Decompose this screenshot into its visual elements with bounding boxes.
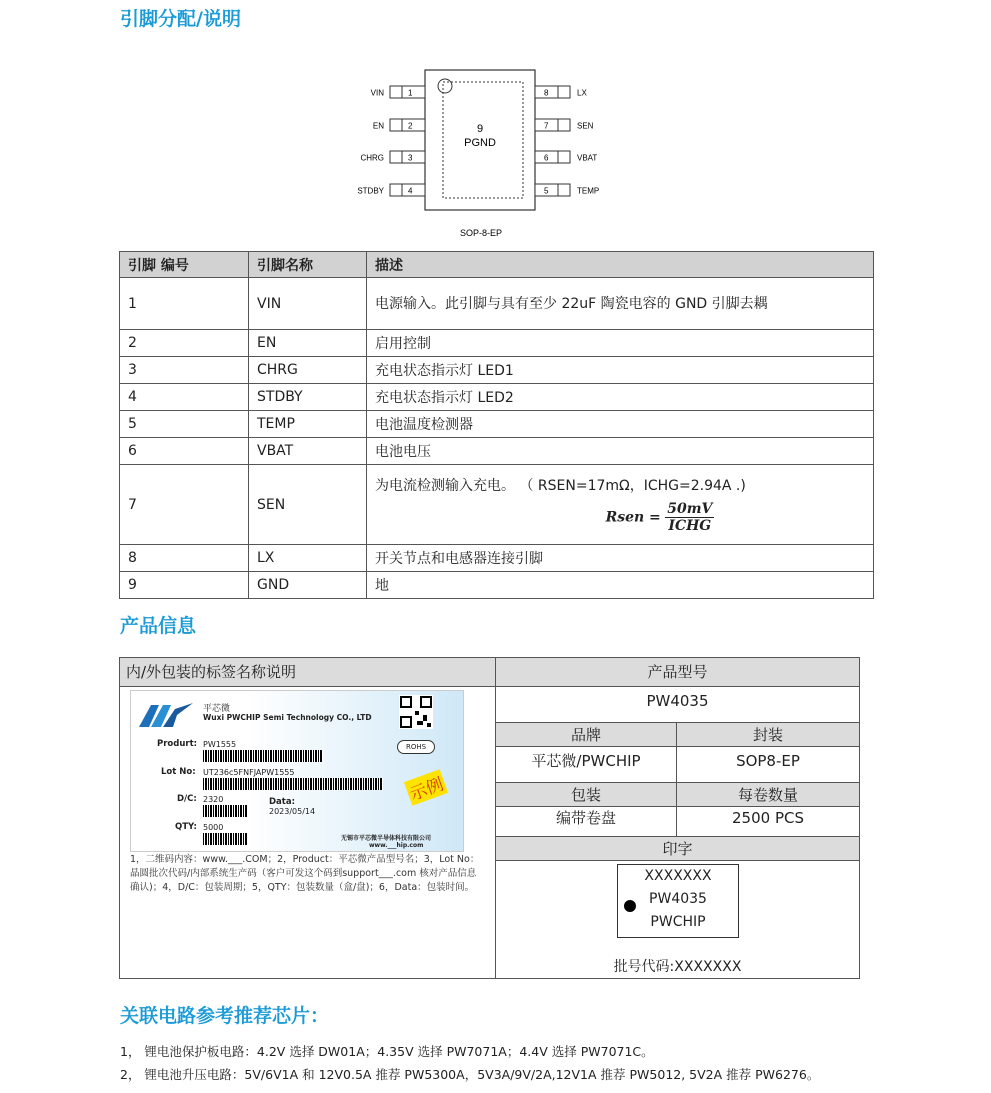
pin-number: 7: [120, 465, 249, 545]
list-item: 1， 锂电池保护板电路：4.2V 选择 DW01A；4.35V 选择 PW7071A；4.4V 选择 PW7071C。: [120, 1044, 654, 1059]
pin-number-label: 4: [408, 186, 413, 196]
pin-name-label: SEN: [577, 121, 594, 131]
dc-label: D/C:: [177, 794, 197, 804]
barcode: [203, 805, 247, 817]
pad-number: 9: [476, 123, 484, 135]
marking-line: PWCHIP: [650, 914, 706, 930]
marking-line: PW4035: [649, 891, 707, 907]
produrt-value: PW1555: [203, 740, 237, 749]
marking-box: [617, 864, 739, 938]
pin-box-right: [535, 151, 570, 163]
pin-number: 5: [120, 411, 249, 438]
pin-number: 6: [120, 438, 249, 465]
pin-box-right: [535, 119, 570, 131]
pin-description: 充电状态指示灯 LED1: [367, 357, 874, 384]
formula-numerator: 50mV: [667, 501, 713, 517]
rohs-badge: ROHS: [397, 740, 435, 754]
pin-section-title: 引脚分配/说明: [120, 8, 241, 30]
pin-number-label: 6: [544, 153, 549, 163]
header-pin-number: 引脚 编号: [120, 252, 249, 278]
pin-name: TEMP: [249, 411, 367, 438]
pin-name-label: STDBY: [357, 186, 384, 196]
product-section-title: 产品信息: [120, 615, 197, 637]
pin-description: 电池温度检测器: [367, 411, 874, 438]
pin-description: 地: [367, 572, 874, 599]
pin-name: LX: [249, 545, 367, 572]
pin-description: 电池电压: [367, 438, 874, 465]
pin-name: VBAT: [249, 438, 367, 465]
pin-name-label: VIN: [370, 88, 384, 98]
pin-description: 为电流检测输入充电。 （ RSEN=17mΩ，ICHG=2.94A .): [375, 478, 746, 494]
header-description: 描述: [367, 252, 874, 278]
pin-name: VIN: [249, 278, 367, 330]
pin-number-label: 7: [544, 121, 549, 131]
data-label: Data:: [269, 797, 295, 807]
pin-name-label: EN: [372, 121, 384, 131]
pin-name: SEN: [249, 465, 367, 545]
pin-name-label: VBAT: [577, 153, 598, 163]
pad-name: PGND: [464, 137, 496, 149]
pin-box-right: [535, 86, 570, 98]
pin-number: 3: [120, 357, 249, 384]
qty-label: QTY:: [175, 822, 197, 832]
pin-number: 2: [120, 330, 249, 357]
pin-name: STDBY: [249, 384, 367, 411]
brand-cn: 平芯微: [203, 704, 231, 714]
pin-number: 9: [120, 572, 249, 599]
qty-value: 5000: [203, 823, 224, 832]
package-caption: SOP-8-EP: [459, 228, 503, 238]
pin-number-label: 3: [408, 153, 413, 163]
pin-name-label: TEMP: [577, 186, 600, 196]
lot-value: UT236c5FNFJAPW1555: [203, 768, 295, 777]
pin-number-label: 1: [408, 88, 413, 98]
marking-line: XXXXXXX: [644, 868, 712, 884]
pin-number: 8: [120, 545, 249, 572]
stamp: 示例: [404, 769, 448, 805]
batch-code: 批号代码:XXXXXXX: [613, 959, 742, 975]
marking-header: 印字: [496, 837, 859, 861]
pin-name: GND: [249, 572, 367, 599]
qty-value: 2500 PCS: [677, 807, 859, 837]
barcode: [203, 778, 383, 790]
produrt-label: Produrt:: [157, 739, 198, 749]
company-name: 无锡市平芯微半导体科技有限公司: [341, 835, 432, 842]
pin-name-label: CHRG: [360, 153, 384, 163]
barcode: [203, 833, 247, 845]
pin-number: 4: [120, 384, 249, 411]
brand-header: 品牌: [496, 723, 677, 747]
product-info-table: [119, 657, 860, 979]
label-description-panel: [120, 658, 496, 978]
model-value: PW4035: [496, 687, 859, 723]
pin-name: CHRG: [249, 357, 367, 384]
barcode: [203, 750, 323, 762]
company-website: www.___hip.com: [369, 842, 424, 849]
pin-name-label: LX: [577, 88, 587, 98]
pin-description: 电源输入。此引脚与具有至少 22uF 陶瓷电容的 GND 引脚去耦: [367, 278, 874, 330]
pin1-dot-icon: [624, 900, 636, 912]
qr-code-icon: [399, 695, 433, 729]
header-pin-name: 引脚名称: [249, 252, 367, 278]
pin-table: [119, 251, 874, 599]
pin-description: 开关节点和电感器连接引脚: [367, 545, 874, 572]
formula-fraction: [665, 501, 714, 534]
brand-value: 平芯微/PWCHIP: [496, 747, 677, 783]
qty-header: 每卷数量: [677, 783, 859, 807]
packing-header: 包装: [496, 783, 677, 807]
label-panel-header: 内/外包装的标签名称说明: [120, 658, 495, 687]
pin-description-cell: [367, 465, 874, 545]
data-value: 2023/05/14: [269, 807, 316, 816]
brand-en: Wuxi PWCHIP Semi Technology CO., LTD: [203, 713, 372, 722]
list-item: 2， 锂电池升压电路：5V/6V1A 和 12V0.5A 推荐 PW5300A，5V3A/9V/2A,12V1A 推荐 PW5012, 5V2A 推荐 PW6276。: [120, 1067, 820, 1082]
packing-value: 编带卷盘: [496, 807, 677, 837]
formula-lhs: Rsen =: [605, 509, 661, 526]
formula-denominator: ICHG: [668, 518, 712, 534]
ref-section-title: 关联电路参考推荐芯片：: [120, 1005, 330, 1027]
label-note: 1，二维码内容：www.___.COM；2，Product：平芯微产品型号名；3，Lot No：晶圆批次代码/内部系统生产码（客户可发这个码到support___.com 核对产品信息确认)；4，D/C：包装周期；5，QTY：包装数量（盒/盘)；6，Data：包装时间。: [130, 854, 480, 893]
pin-number: 1: [120, 278, 249, 330]
lot-label: Lot No:: [161, 767, 196, 777]
pin-name: EN: [249, 330, 367, 357]
dc-value: 2320: [203, 795, 224, 804]
pin-description: 启用控制: [367, 330, 874, 357]
pin-description: 充电状态指示灯 LED2: [367, 384, 874, 411]
package-header: 封装: [677, 723, 859, 747]
formula: [375, 501, 865, 534]
pin-number-label: 5: [544, 186, 549, 196]
pwchip-logo: [137, 699, 197, 729]
package-diagram: [330, 58, 630, 243]
pin-number-label: 2: [408, 121, 413, 131]
package-value: SOP8-EP: [677, 747, 859, 783]
pin-number-label: 8: [544, 88, 549, 98]
model-header: 产品型号: [496, 658, 859, 687]
pin-box-right: [535, 184, 570, 196]
sample-label: [130, 690, 464, 852]
ref-list: [120, 1040, 819, 1086]
